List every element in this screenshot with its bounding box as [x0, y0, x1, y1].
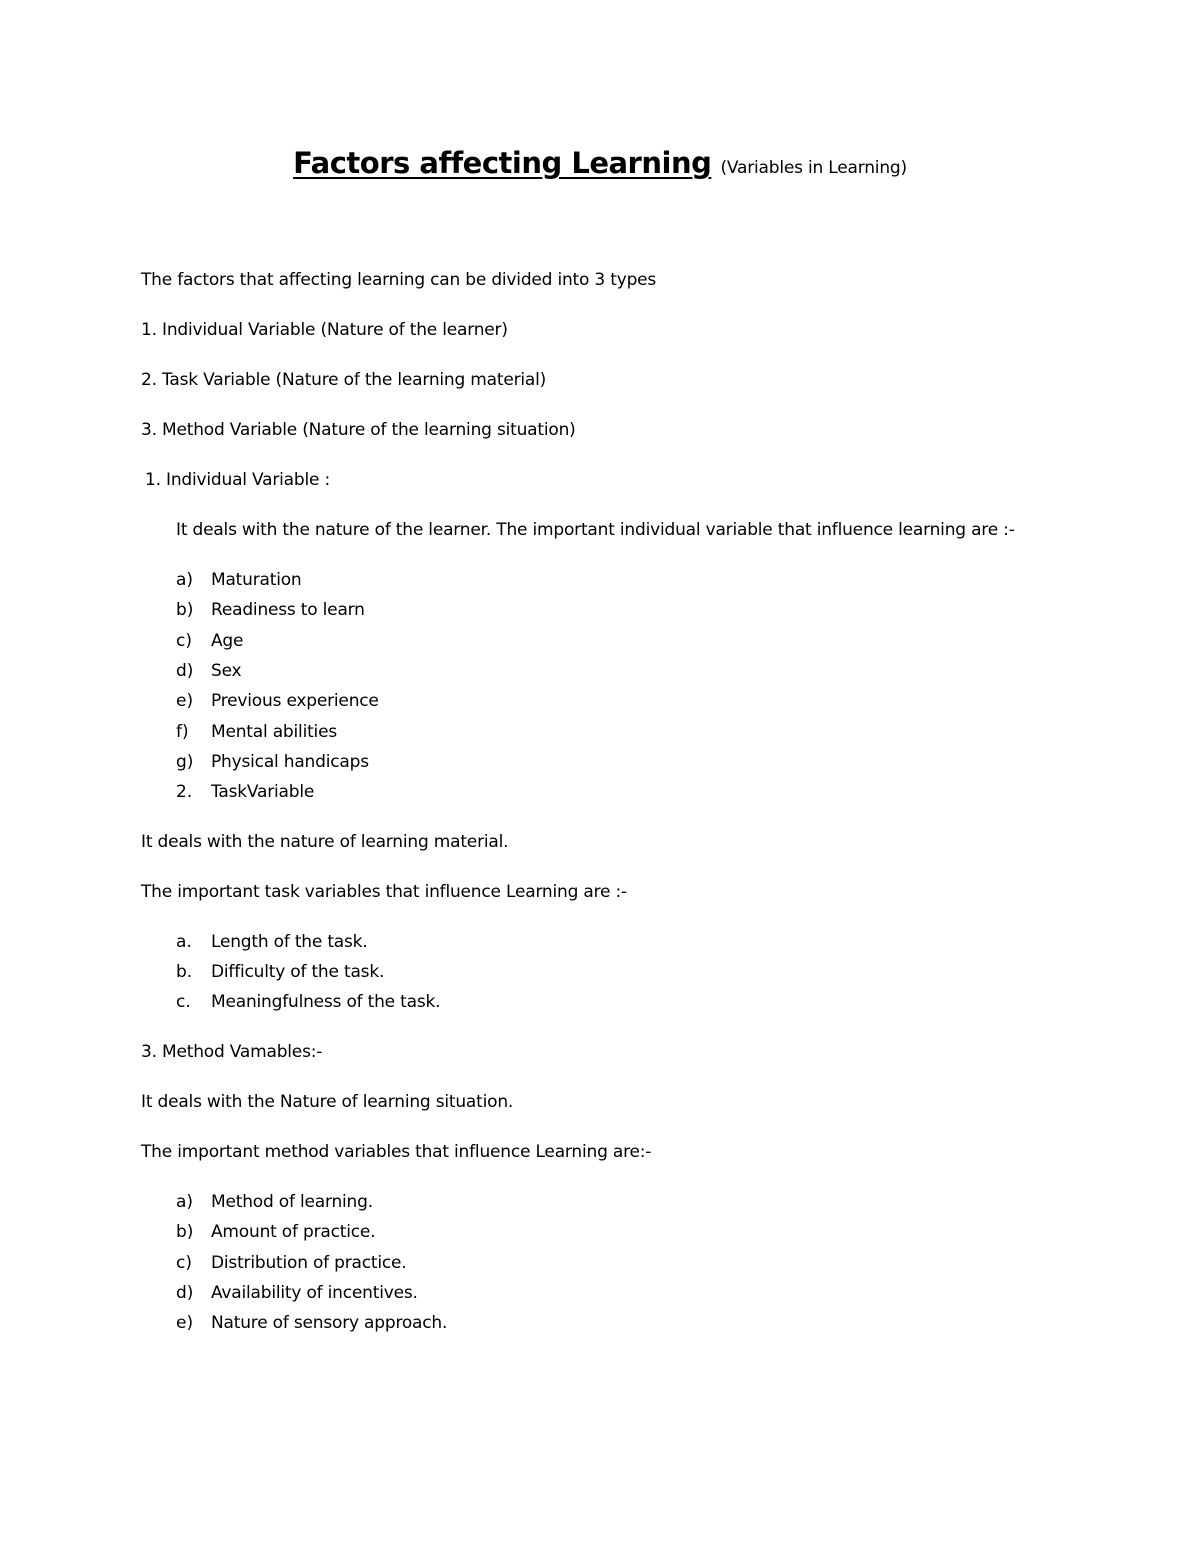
- list-marker: 2.: [176, 782, 193, 802]
- list-marker: c): [176, 631, 192, 651]
- list-marker: a): [176, 570, 194, 590]
- list-item: Difficulty of the task.: [211, 962, 385, 982]
- list-item: Previous experience: [211, 691, 379, 711]
- task-heading: TaskVariable: [211, 782, 315, 802]
- list-item: Maturation: [211, 570, 302, 590]
- list-marker: g): [176, 752, 194, 772]
- type-item-1: 1. Individual Variable (Nature of the learner): [141, 320, 508, 340]
- list-item: Length of the task.: [211, 932, 368, 952]
- task-description: It deals with the nature of learning material.: [141, 832, 509, 852]
- list-marker: a.: [176, 932, 192, 952]
- list-item: Meaningfulness of the task.: [211, 992, 441, 1012]
- list-marker: d): [176, 661, 194, 681]
- method-intro: The important method variables that influence Learning are:-: [141, 1142, 652, 1162]
- intro-text: The factors that affecting learning can be divided into 3 types: [141, 270, 657, 290]
- method-description: It deals with the Nature of learning situation.: [141, 1092, 514, 1112]
- list-item: Physical handicaps: [211, 752, 369, 772]
- list-marker: b.: [176, 962, 193, 982]
- list-marker: c): [176, 1253, 192, 1273]
- list-item: Availability of incentives.: [211, 1283, 418, 1303]
- list-item: Distribution of practice.: [211, 1253, 407, 1273]
- list-marker: a): [176, 1192, 194, 1212]
- list-marker: e): [176, 691, 194, 711]
- list-item: Readiness to learn: [211, 600, 365, 620]
- list-marker: e): [176, 1313, 194, 1333]
- list-marker: d): [176, 1283, 194, 1303]
- individual-heading: 1. Individual Variable :: [145, 470, 330, 490]
- list-item: Amount of practice.: [211, 1222, 376, 1242]
- type-item-2: 2. Task Variable (Nature of the learning material): [141, 370, 547, 390]
- list-item: Age: [211, 631, 244, 651]
- method-heading: 3. Method Vamables:-: [141, 1042, 323, 1062]
- list-item: Nature of sensory approach.: [211, 1313, 448, 1333]
- individual-description: It deals with the nature of the learner. The important individual variable that influence learning are :-: [176, 520, 1015, 540]
- list-item: Sex: [211, 661, 242, 681]
- list-item: Mental abilities: [211, 722, 337, 742]
- list-item: Method of learning.: [211, 1192, 373, 1212]
- list-marker: c.: [176, 992, 191, 1012]
- list-marker: b): [176, 600, 194, 620]
- list-marker: f): [176, 722, 189, 742]
- title-line: [0, 146, 1200, 180]
- task-intro: The important task variables that influence Learning are :-: [141, 882, 627, 902]
- type-item-3: 3. Method Variable (Nature of the learning situation): [141, 420, 576, 440]
- page-title: Factors affecting Learning: [293, 146, 712, 180]
- list-marker: b): [176, 1222, 194, 1242]
- page-subtitle: (Variables in Learning): [720, 158, 907, 178]
